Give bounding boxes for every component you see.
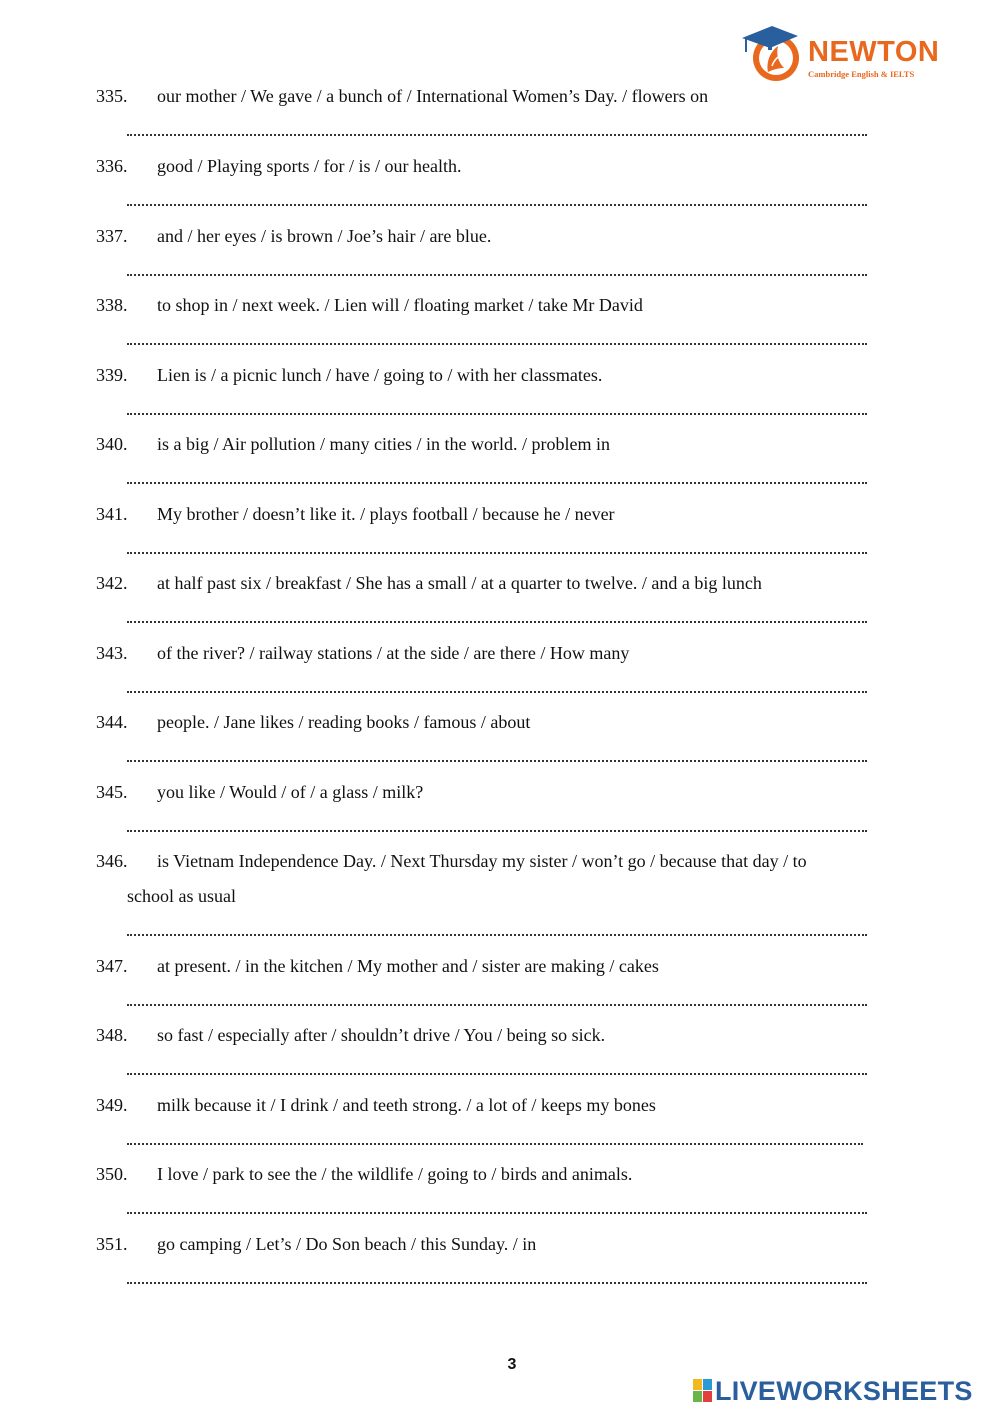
- exercise-item: [0, 502, 1000, 571]
- answer-line[interactable]: [127, 1004, 867, 1006]
- exercise-item: [0, 1162, 1000, 1232]
- exercise-prompt: at present. / in the kitchen / My mother and / sister are making / cakes: [157, 956, 659, 976]
- answer-line[interactable]: [127, 134, 867, 136]
- answer-line[interactable]: [127, 343, 867, 345]
- exercise-item: [0, 293, 1000, 363]
- exercise-prompt: good / Playing sports / for / is / our health.: [157, 156, 462, 176]
- answer-line[interactable]: [127, 552, 867, 554]
- page-number: 3: [507, 1356, 517, 1373]
- exercise-item: [0, 84, 1000, 154]
- exercise-number: 340.: [96, 434, 128, 454]
- answer-line[interactable]: [127, 274, 867, 276]
- exercise-number: 345.: [96, 782, 128, 802]
- exercise-item: [0, 363, 1000, 432]
- exercise-item: [0, 641, 1000, 710]
- exercise-prompt: our mother / We gave / a bunch of / International Women’s Day. / flowers on: [157, 86, 709, 106]
- answer-line[interactable]: [127, 691, 867, 693]
- answer-line[interactable]: [127, 413, 867, 415]
- exercise-number: 335.: [96, 86, 128, 106]
- exercise-number: 336.: [96, 156, 128, 176]
- exercise-prompt: Lien is / a picnic lunch / have / going to / with her classmates.: [157, 365, 603, 385]
- exercise-item: [0, 710, 1000, 780]
- newton-logo: [738, 22, 938, 84]
- exercise-prompt: at half past six / breakfast / She has a small / at a quarter to twelve. / and a big lunch: [157, 573, 762, 593]
- exercise-number: 350.: [96, 1164, 128, 1184]
- exercise-number: 339.: [96, 365, 128, 385]
- answer-line[interactable]: [127, 1073, 867, 1075]
- answer-line[interactable]: [127, 621, 867, 623]
- exercise-prompt: I love / park to see the / the wildlife / going to / birds and animals.: [157, 1164, 633, 1184]
- exercise-number: 346.: [96, 851, 128, 871]
- answer-line[interactable]: [127, 830, 867, 832]
- exercise-item: [0, 780, 1000, 849]
- exercise-number: 342.: [96, 573, 128, 593]
- exercise-item: [0, 849, 1000, 954]
- exercise-prompt: people. / Jane likes / reading books / famous / about: [157, 712, 531, 732]
- answer-line[interactable]: [127, 204, 867, 206]
- exercise-prompt: My brother / doesn’t like it. / plays football / because he / never: [157, 504, 615, 524]
- exercise-item: [0, 1232, 1000, 1301]
- answer-line[interactable]: [127, 482, 867, 484]
- answer-line[interactable]: [127, 1143, 863, 1145]
- exercise-number: 341.: [96, 504, 128, 524]
- exercise-number: 338.: [96, 295, 128, 315]
- exercise-number: 349.: [96, 1095, 128, 1115]
- exercise-number: 347.: [96, 956, 128, 976]
- exercise-item: [0, 954, 1000, 1023]
- exercise-item: [0, 224, 1000, 293]
- exercise-prompt: is Vietnam Independence Day. / Next Thursday my sister / won’t go / because that day / to: [157, 851, 807, 871]
- exercise-prompt: so fast / especially after / shouldn’t drive / You / being so sick.: [157, 1025, 606, 1045]
- exercise-prompt: milk because it / I drink / and teeth strong. / a lot of / keeps my bones: [157, 1095, 656, 1115]
- newton-emblem-icon: [738, 22, 806, 84]
- exercise-item: [0, 432, 1000, 502]
- exercise-item: [0, 571, 1000, 641]
- exercise-number: 337.: [96, 226, 128, 246]
- answer-line[interactable]: [127, 934, 867, 936]
- exercise-prompt-continuation: school as usual: [127, 886, 236, 906]
- exercise-prompt: to shop in / next week. / Lien will / floating market / take Mr David: [157, 295, 643, 315]
- exercise-prompt: of the river? / railway stations / at the side / are there / How many: [157, 643, 630, 663]
- exercise-item: [0, 1093, 1000, 1162]
- exercise-number: 351.: [96, 1234, 128, 1254]
- brand-tagline: Cambridge English & IELTS: [808, 69, 915, 79]
- answer-line[interactable]: [127, 1212, 867, 1214]
- answer-line[interactable]: [127, 1282, 867, 1284]
- exercise-item: [0, 154, 1000, 224]
- brand-name: NEWTON: [808, 36, 940, 68]
- exercise-number: 344.: [96, 712, 128, 732]
- exercise-prompt: go camping / Let’s / Do Son beach / this Sunday. / in: [157, 1234, 537, 1254]
- liveworksheets-wordmark: LIVEWORKSHEETS: [715, 1376, 973, 1406]
- exercise-number: 343.: [96, 643, 128, 663]
- exercise-number: 348.: [96, 1025, 128, 1045]
- exercise-prompt: you like / Would / of / a glass / milk?: [157, 782, 424, 802]
- answer-line[interactable]: [127, 760, 867, 762]
- liveworksheets-blocks-icon: [693, 1379, 713, 1403]
- exercise-list: [0, 84, 1000, 1301]
- exercise-prompt: and / her eyes / is brown / Joe’s hair / are blue.: [157, 226, 492, 246]
- exercise-item: [0, 1023, 1000, 1093]
- exercise-prompt: is a big / Air pollution / many cities / in the world. / problem in: [157, 434, 610, 454]
